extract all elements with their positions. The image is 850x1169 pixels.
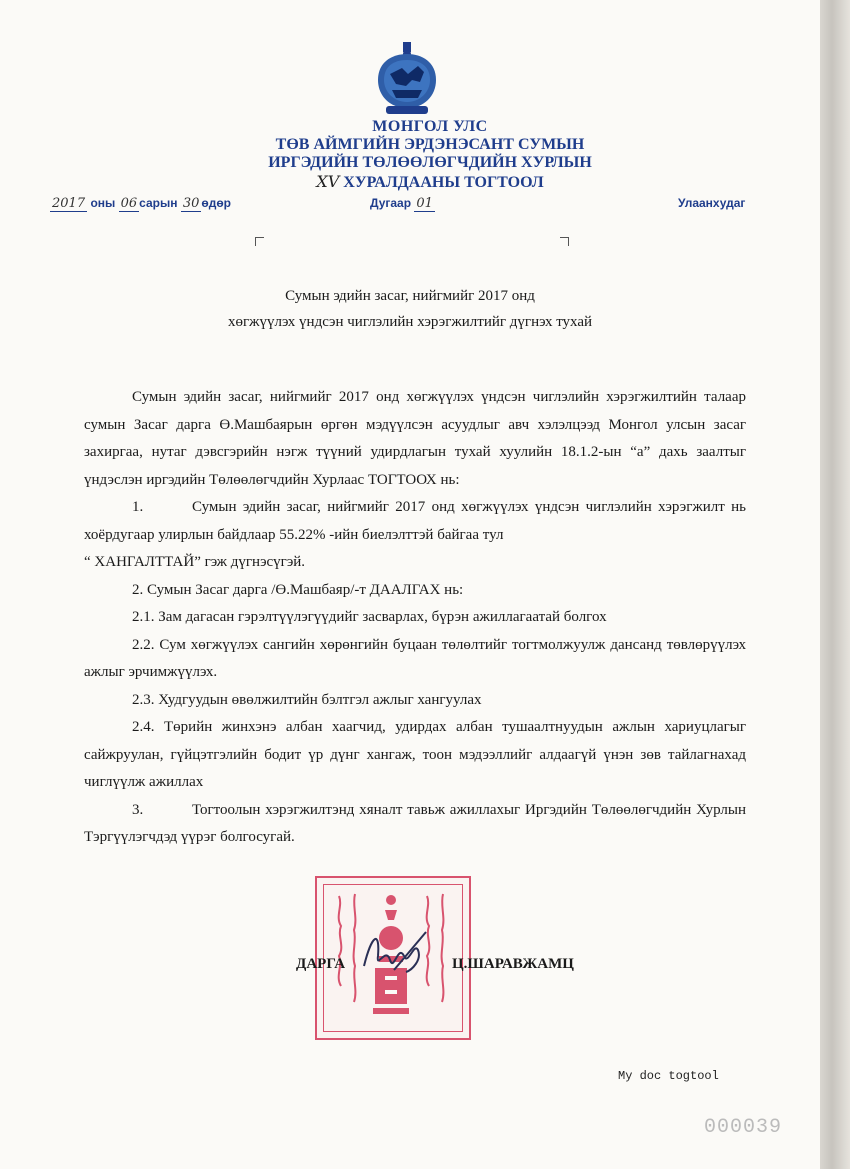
number-group bbox=[370, 196, 435, 211]
title-corner-left bbox=[255, 237, 264, 246]
year-label: оны bbox=[90, 196, 116, 210]
preamble-paragraph: Сумын эдийн засаг, нийгмийг 2017 онд хөгжүүлэх үндсэн чиглэлийн хэрэгжилтийн талаар сумын Засаг дарга Ө.Машбаярын өргөн мэдүүлсэн асуудлыг авч хэлэлцээд Монгол улсын засаг захиргаа, нутаг дэвсгэрийн нэгж түүний удирдлагын тухай хуулийн 18.1.2-ын “а” дахь заалтыг үндэслэн иргэдийн Төлөөлөгчдийн Хурлаас ТОГТООХ нь: bbox=[84, 389, 746, 488]
header-resolution bbox=[190, 172, 670, 192]
item-1-text: Сумын эдийн засаг, нийгмийг 2017 онд хөгжүүлэх үндсэн чиглэлийн хэрэгжилт нь хоёрдугаар улирлын байдлаар 55.22% -ийн биелэлттэй байгаа тул bbox=[84, 499, 746, 543]
item-3-number: 3. bbox=[132, 801, 144, 818]
header-council: ИРГЭДИЙН ТӨЛӨӨЛӨГЧДИЙН ХУРЛЫН bbox=[268, 154, 592, 171]
signature-role: ДАРГА bbox=[296, 956, 346, 972]
day-label: өдөр bbox=[201, 196, 231, 210]
item-3-text: Тогтоолын хэрэгжилтэнд хяналт тавьж ажиллахыг Иргэдийн Төлөөлөгчдийн Хурлын Тэргүүлэгчдэд үүрэг болгосугай. bbox=[84, 801, 746, 845]
resolution-title-line2: хөгжүүлэх үндсэн чиглэлийн хэрэгжилтийг дүгнэх тухай bbox=[227, 314, 593, 330]
handwritten-signature-icon bbox=[360, 926, 430, 978]
item-2-2: 2.2. Сум хөгжүүлэх сангийн хөрөнгийн буцаан төлөлтийг тогтмолжуулж дансанд төвлөрүүлэх ажлыг эрчимжүүлэх. bbox=[84, 636, 746, 680]
resolution-label: ХУРАЛДААНЫ ТОГТООЛ bbox=[343, 174, 544, 191]
page-stamp-number: 000039 bbox=[704, 1116, 783, 1139]
header-country: МОНГОЛ УЛС bbox=[372, 118, 488, 135]
day-handwritten: 30 bbox=[182, 196, 200, 211]
year-handwritten: 2017 bbox=[52, 196, 86, 211]
verdict-label: “ ХАНГАЛТТАЙ” bbox=[84, 554, 201, 570]
title-corner-right bbox=[560, 237, 569, 246]
item-2-3: 2.3. Худгуудын өвөлжилтийн бэлтгэл ажлыг хангуулах bbox=[132, 691, 482, 708]
item-3 bbox=[84, 797, 746, 852]
page-stack-edge bbox=[820, 0, 850, 1169]
item-1-conclusion bbox=[84, 549, 746, 577]
item-2-1: 2.1. Зам дагасан гэрэлтүүлэгүүдийг засварлах, бүрэн ажиллагаатай болгох bbox=[132, 609, 607, 625]
item-1-number: 1. bbox=[132, 499, 144, 515]
session-numeral: XV bbox=[316, 172, 340, 191]
state-emblem-icon bbox=[372, 40, 442, 118]
item-2: 2. Сумын Засаг дарга /Ө.Машбаяр/-т ДААЛГАХ нь: bbox=[132, 581, 464, 598]
item-1-tail: гэж дүгнэсүгэй. bbox=[200, 554, 306, 570]
resolution-title-line1: Сумын эдийн засаг, нийгмийг 2017 онд bbox=[285, 288, 535, 304]
month-handwritten: 06 bbox=[120, 196, 138, 211]
dateline bbox=[50, 196, 760, 216]
number-handwritten: 01 bbox=[416, 196, 433, 211]
date-group bbox=[50, 196, 231, 211]
item-2-4: 2.4. Төрийн жинхэнэ албан хаагчид, удирдах албан тушаалтнуудын ажлын хариуцлагыг сайжруулан, гүйцэтгэлийн бодит үр дүнг хангаж, тоон мэдээллийг алдаагүй үнэн зөв тайлагнахад чиглүүлж ажиллах bbox=[84, 719, 746, 790]
signatory-name: Ц.ШАРАВЖАМЦ bbox=[452, 956, 574, 972]
number-label: Дугаар bbox=[370, 196, 412, 210]
header-aimag: ТӨВ АЙМГИЙН ЭРДЭНЭСАНТ СУМЫН bbox=[275, 136, 585, 153]
place-label: Улаанхудаг bbox=[678, 196, 746, 210]
month-label: сарын bbox=[139, 196, 178, 210]
resolution-body bbox=[84, 384, 746, 852]
item-1 bbox=[84, 494, 746, 549]
footer-doc-label: My doc togtool bbox=[618, 1069, 719, 1083]
